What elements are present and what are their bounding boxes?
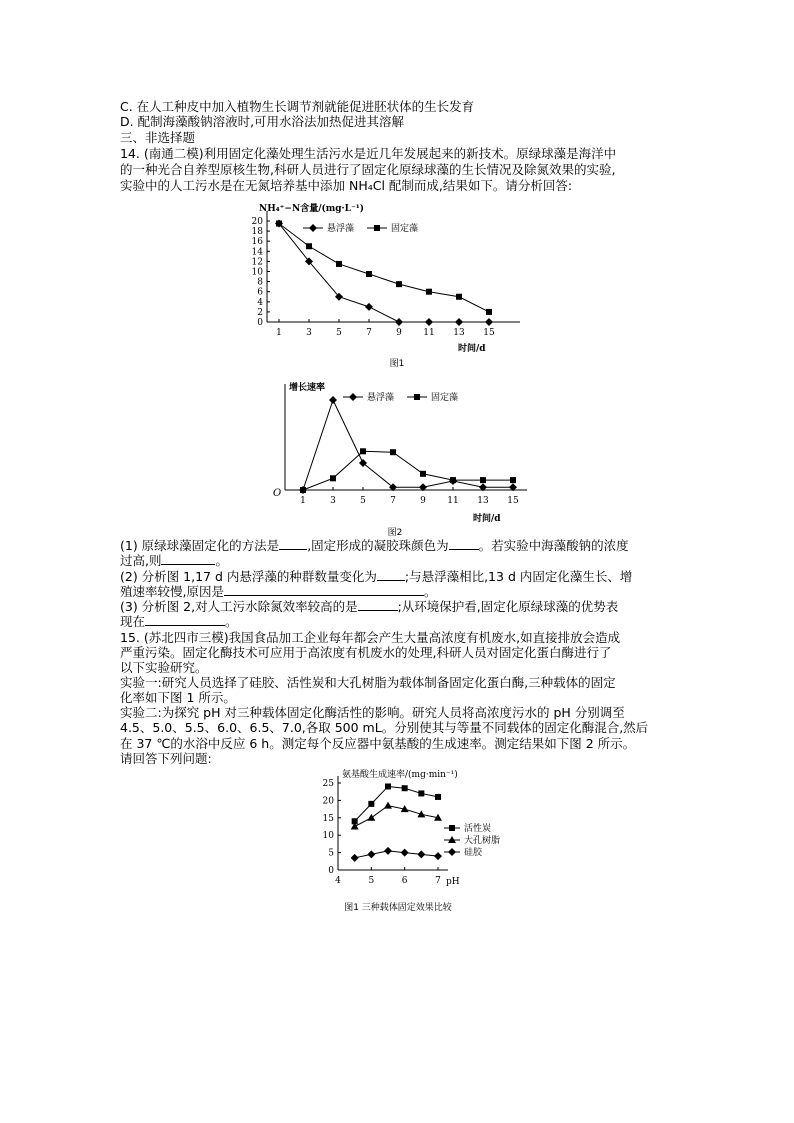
data-point <box>450 477 456 483</box>
legend-label: 大孔树脂 <box>464 836 501 846</box>
q14-sub3-line1: (3) 分析图 2,对人工污水除氮效率较高的是 ;从环境保护看,固定化原绿球藻的优势表 <box>120 599 619 614</box>
option-c: C. 在人工种皮中加入植物生长调节剂就能促进胚状体的生长发育 <box>120 99 475 114</box>
legend-marker <box>449 825 455 831</box>
q15-line-7: 4.5、5.0、5.5、6.0、6.5、7.0,各取 500 mL。分别使其与等量不同载体的固定化酶混合,然后 <box>120 720 649 735</box>
data-point <box>300 487 306 493</box>
section-heading: 三、非选择题 <box>120 130 196 145</box>
data-point <box>276 221 282 227</box>
answer-blank[interactable] <box>358 599 398 611</box>
x-tick-label: 13 <box>453 328 465 338</box>
q14-line-3: 实验中的人工污水是在无氮培养基中添加 NH₄Cl 配制而成,结果如下。请分析回答: <box>120 178 573 193</box>
y-tick-label: 6 <box>257 287 263 298</box>
data-point <box>480 477 486 483</box>
x-tick-label: 7 <box>366 328 372 338</box>
answer-blank[interactable] <box>224 584 424 596</box>
legend-label: 悬浮藻 <box>327 224 355 234</box>
x-tick-label: 1 <box>276 328 282 338</box>
q14-sub1-line2: 过高,则 。 <box>120 553 228 568</box>
y-tick-label: 10 <box>322 831 334 842</box>
q14-sub2-line2: 殖速率较慢,原因是 。 <box>120 584 437 599</box>
data-point <box>366 271 372 277</box>
q15-line-3: 以下实验研究。 <box>120 660 208 675</box>
x-tick-label: 4 <box>335 876 341 886</box>
q15-line-4: 实验一:研究人员选择了硅胶、活性炭和大孔树脂为载体制备固定化蛋白酶,三种载体的固定 <box>120 675 616 690</box>
series-line <box>303 451 513 490</box>
q14-line-2: 的一种光合自养型原核生物,科研人员进行了固定化原绿球藻的生长情况及除氮效果的实验, <box>120 162 616 177</box>
answer-blank[interactable] <box>449 538 479 550</box>
data-point <box>486 309 492 315</box>
data-point <box>384 802 392 809</box>
figure-caption: 图1 <box>389 359 405 369</box>
q15-line-8: 在 37 ℃的水浴中反应 6 h。测定每个反应器中氨基酸的生成速率。测定结果如下图 2 所示。 <box>120 736 636 751</box>
q15-line-5: 化率如下图 1 所示。 <box>120 690 236 705</box>
legend-label: 活性炭 <box>464 824 492 834</box>
y-tick-label: 2 <box>257 307 263 318</box>
y-tick-label: 16 <box>251 237 263 248</box>
data-point <box>455 318 463 326</box>
x-tick-label: 9 <box>396 328 402 338</box>
q14-sub1-line1: (1) 原绿球藻固定化的方法是 ,固定形成的凝胶珠颜色为 。若实验中海藻酸钠的浓度 <box>120 538 629 553</box>
y-tick-label: 20 <box>322 796 334 807</box>
y-tick-label: 10 <box>251 267 263 278</box>
origin-label: O <box>273 488 282 499</box>
data-point <box>396 281 402 287</box>
data-point <box>390 449 396 455</box>
x-tick-label: 6 <box>401 876 408 886</box>
x-axis-label: 时间/d <box>473 514 501 524</box>
x-tick-label: 15 <box>483 328 495 338</box>
data-point <box>360 448 366 454</box>
figure-caption: 图1 三种载体固定效果比较 <box>344 903 452 913</box>
y-tick-label: 25 <box>322 779 334 789</box>
data-point <box>385 783 391 789</box>
x-axis-label: pH <box>446 877 460 887</box>
data-point <box>329 396 337 404</box>
figure-caption: 图2 <box>387 528 403 538</box>
y-axis-label: NH₄⁺−N含量/(mg·L⁻¹) <box>259 204 364 214</box>
legend-label: 固定藻 <box>391 224 419 234</box>
q15-line-1: 15. (苏北四市三模)我国食品加工企业每年都会产生大量高浓度有机废水,如直接排放会造成 <box>120 630 621 645</box>
x-tick-label: 7 <box>390 496 396 506</box>
legend-marker <box>448 848 456 856</box>
legend-label: 固定藻 <box>431 393 459 403</box>
chart-growth-rate <box>265 378 535 538</box>
data-point <box>435 794 441 800</box>
series-line <box>279 224 489 322</box>
data-point <box>402 785 408 791</box>
legend-marker <box>309 224 317 232</box>
legend-marker <box>414 394 420 400</box>
x-tick-label: 11 <box>423 328 435 338</box>
legend-label: 悬浮藻 <box>367 393 395 403</box>
x-tick-label: 5 <box>336 328 342 338</box>
y-tick-label: 20 <box>251 217 263 227</box>
q14-sub2-line1: (2) 分析图 1,17 d 内悬浮藻的种群数量变化为 ;与悬浮藻相比,13 d 内固定化藻生长、增 <box>120 569 633 584</box>
x-tick-label: 1 <box>300 496 306 506</box>
data-point <box>401 849 409 857</box>
data-point <box>365 303 373 311</box>
data-point <box>306 243 312 249</box>
data-point <box>330 475 336 481</box>
q15-line-2: 严重污染。固定化酶技术可应用于高浓度有机废水的处理,科研人员对固定化蛋白酶进行了 <box>120 645 612 660</box>
option-d: D. 配制海藻酸钠溶液时,可用水浴法加热促进其溶解 <box>120 114 405 129</box>
y-tick-label: 8 <box>257 277 263 288</box>
q14-line-1: 14. (南通二模)利用固定化藻处理生活污水是近几年发展起来的新技术。原绿球藻是海洋中 <box>120 146 617 161</box>
answer-blank[interactable] <box>377 569 405 581</box>
chart-nh4-content <box>245 197 545 372</box>
x-tick-label: 3 <box>306 328 312 338</box>
x-tick-label: 11 <box>447 496 459 506</box>
y-tick-label: 15 <box>322 813 334 824</box>
y-axis-label: 增长速率 <box>289 383 326 393</box>
x-axis-label: 时间/d <box>458 344 486 354</box>
data-point <box>336 261 342 267</box>
x-tick-label: 9 <box>420 496 426 506</box>
x-tick-label: 5 <box>368 876 375 886</box>
y-axis-label: 氨基酸生成速率/(mg·min⁻¹) <box>342 770 458 780</box>
data-point <box>510 477 516 483</box>
data-point <box>485 318 493 326</box>
answer-blank[interactable] <box>279 538 307 550</box>
data-point <box>368 801 374 807</box>
series-line <box>355 786 438 821</box>
y-tick-label: 12 <box>251 257 263 268</box>
data-point <box>417 850 425 858</box>
q15-line-6: 实验二:为探究 pH 对三种载体固定化酶活性的影响。研究人员将高浓度污水的 pH 分别调至 <box>120 705 625 720</box>
data-point <box>418 790 424 796</box>
data-point <box>395 318 403 326</box>
legend-marker <box>374 225 380 231</box>
data-point <box>420 471 426 477</box>
data-point <box>384 847 392 855</box>
legend-marker <box>349 393 357 401</box>
x-tick-label: 13 <box>477 496 489 506</box>
y-tick-label: 0 <box>257 318 263 328</box>
data-point <box>367 814 375 821</box>
x-tick-label: 7 <box>435 876 441 886</box>
answer-blank[interactable] <box>145 614 225 626</box>
series-line <box>355 851 438 858</box>
data-point <box>426 289 432 295</box>
chart-amino-acid-rate <box>298 766 548 916</box>
data-point <box>456 294 462 300</box>
data-point <box>351 854 359 862</box>
q14-sub3-line2: 现在 。 <box>120 614 238 629</box>
x-tick-label: 3 <box>330 496 336 506</box>
y-tick-label: 4 <box>257 297 263 308</box>
data-point <box>367 850 375 858</box>
answer-blank[interactable] <box>161 553 215 565</box>
data-point <box>434 852 442 860</box>
x-tick-label: 15 <box>507 496 519 506</box>
data-point <box>425 318 433 326</box>
q15-line-9: 请回答下列问题: <box>120 751 212 766</box>
y-tick-label: 14 <box>251 247 263 258</box>
y-tick-label: 0 <box>328 866 334 876</box>
legend-label: 硅胶 <box>464 848 483 858</box>
y-tick-label: 18 <box>251 227 263 238</box>
x-tick-label: 5 <box>360 496 366 506</box>
y-tick-label: 5 <box>328 848 334 859</box>
